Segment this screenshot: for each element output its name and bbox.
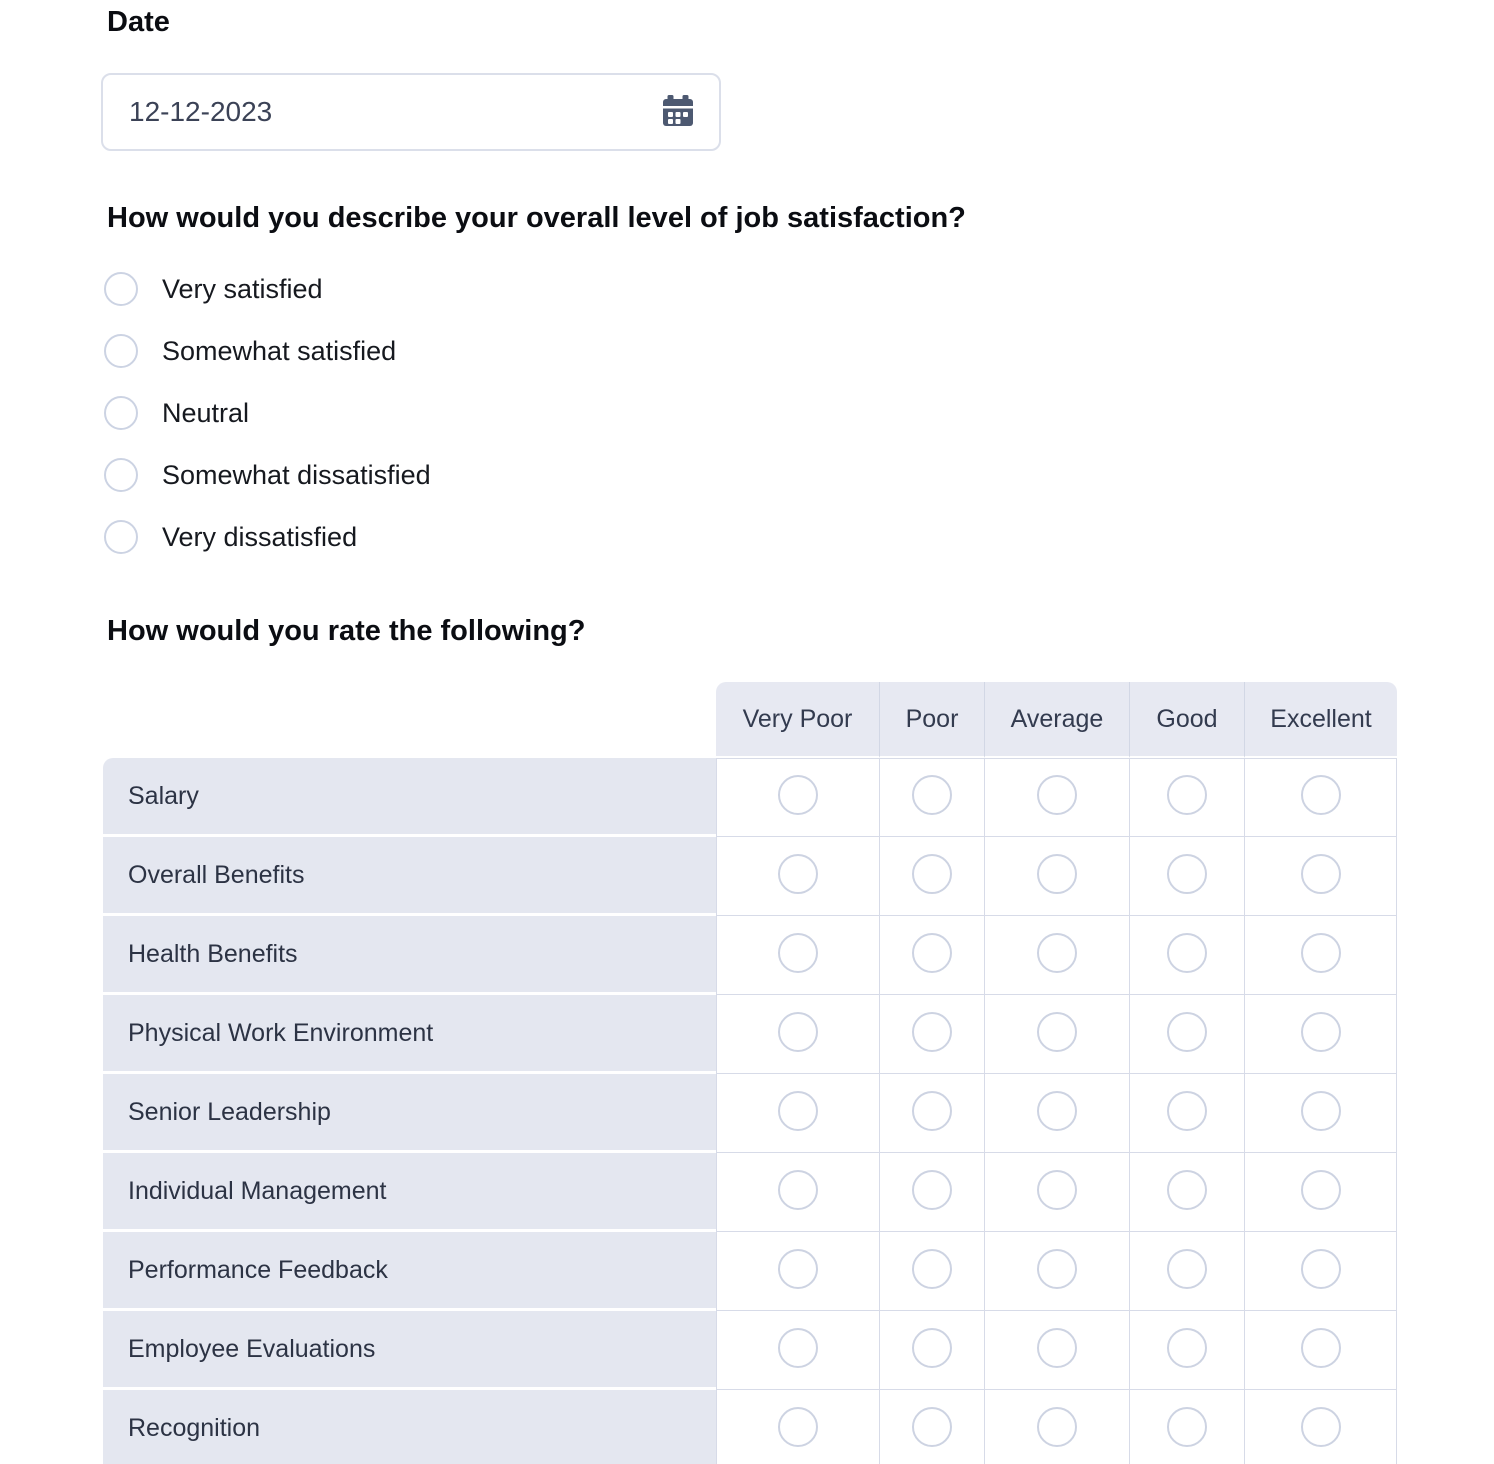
matrix-radio-cell[interactable]: [1245, 995, 1397, 1074]
radio-button[interactable]: [1167, 1249, 1207, 1289]
radio-button[interactable]: [1037, 1407, 1077, 1447]
date-input[interactable]: [101, 73, 721, 151]
matrix-radio-cell[interactable]: [1245, 1074, 1397, 1153]
radio-option-label: Very satisfied: [162, 273, 323, 304]
matrix-radio-cell[interactable]: [1130, 1232, 1245, 1311]
radio-button[interactable]: [778, 1249, 818, 1289]
column-header-excellent: Excellent: [1245, 682, 1397, 758]
radio-option-label: Somewhat dissatisfied: [162, 459, 431, 490]
matrix-radio-cell[interactable]: [1245, 916, 1397, 995]
matrix-radio-cell[interactable]: [1130, 1311, 1245, 1390]
matrix-radio-cell[interactable]: [880, 1311, 985, 1390]
radio-button[interactable]: [1037, 775, 1077, 815]
matrix-radio-cell[interactable]: [1245, 1311, 1397, 1390]
matrix-radio-cell[interactable]: [985, 1153, 1130, 1232]
matrix-radio-cell[interactable]: [1130, 1390, 1245, 1464]
row-label: Physical Work Environment: [103, 995, 716, 1074]
question-job-satisfaction: How would you describe your overall level of job satisfaction?: [107, 202, 966, 234]
radio-button[interactable]: [1037, 933, 1077, 973]
radio-button[interactable]: [104, 520, 138, 554]
column-header-good: Good: [1130, 682, 1245, 758]
calendar-button[interactable]: [659, 93, 697, 131]
radio-option-label: Very dissatisfied: [162, 521, 358, 552]
matrix-radio-cell[interactable]: [716, 1311, 880, 1390]
matrix-row-performance-feedback: [103, 1232, 1397, 1311]
matrix-radio-cell[interactable]: [880, 1153, 985, 1232]
radio-button[interactable]: [912, 1012, 952, 1052]
row-label: Senior Leadership: [103, 1074, 716, 1153]
matrix-header-row: [103, 682, 1397, 758]
job-satisfaction-options: [104, 271, 431, 555]
radio-option-somewhat-dissatisfied[interactable]: [104, 457, 431, 493]
radio-option-very-satisfied[interactable]: [104, 271, 431, 307]
radio-button[interactable]: [778, 1170, 818, 1210]
radio-button[interactable]: [104, 458, 138, 492]
matrix-radio-cell[interactable]: [985, 758, 1130, 837]
matrix-radio-cell[interactable]: [716, 758, 880, 837]
radio-option-label: Neutral: [162, 397, 250, 428]
question-rate-following: How would you rate the following?: [107, 615, 586, 647]
matrix-row-individual-management: [103, 1153, 1397, 1232]
matrix-radio-cell[interactable]: [985, 1232, 1130, 1311]
matrix-row-physical-work-environment: [103, 995, 1397, 1074]
radio-button[interactable]: [104, 334, 138, 368]
radio-button[interactable]: [778, 1012, 818, 1052]
radio-button[interactable]: [912, 1328, 952, 1368]
radio-option-label: Somewhat satisfied: [162, 335, 397, 366]
matrix-radio-cell[interactable]: [880, 916, 985, 995]
radio-button[interactable]: [1167, 933, 1207, 973]
matrix-row-salary: [103, 758, 1397, 837]
column-header-very-poor: Very Poor: [716, 682, 880, 758]
matrix-row-health-benefits: [103, 916, 1397, 995]
matrix-radio-cell[interactable]: [985, 995, 1130, 1074]
matrix-radio-cell[interactable]: [880, 1390, 985, 1464]
radio-button[interactable]: [1037, 1249, 1077, 1289]
radio-button[interactable]: [778, 933, 818, 973]
row-label: Individual Management: [103, 1153, 716, 1232]
radio-button[interactable]: [1037, 854, 1077, 894]
matrix-radio-cell[interactable]: [716, 916, 880, 995]
radio-button[interactable]: [1301, 1091, 1341, 1131]
radio-button[interactable]: [1167, 854, 1207, 894]
radio-button[interactable]: [104, 396, 138, 430]
radio-button[interactable]: [1167, 1012, 1207, 1052]
matrix-radio-cell[interactable]: [985, 1074, 1130, 1153]
rating-matrix: [103, 682, 1397, 1464]
radio-button[interactable]: [1167, 1170, 1207, 1210]
matrix-radio-cell[interactable]: [716, 995, 880, 1074]
radio-option-neutral[interactable]: [104, 395, 431, 431]
matrix-radio-cell[interactable]: [1130, 995, 1245, 1074]
radio-button[interactable]: [1037, 1170, 1077, 1210]
radio-button[interactable]: [778, 854, 818, 894]
radio-button[interactable]: [1167, 1407, 1207, 1447]
row-label: Overall Benefits: [103, 837, 716, 916]
matrix-radio-cell[interactable]: [880, 758, 985, 837]
matrix-radio-cell[interactable]: [716, 1074, 880, 1153]
row-label: Recognition: [103, 1390, 716, 1464]
matrix-row-employee-evaluations: [103, 1311, 1397, 1390]
column-header-poor: Poor: [880, 682, 985, 758]
matrix-radio-cell[interactable]: [985, 1311, 1130, 1390]
radio-button[interactable]: [778, 1407, 818, 1447]
radio-button[interactable]: [912, 933, 952, 973]
matrix-radio-cell[interactable]: [880, 837, 985, 916]
matrix-radio-cell[interactable]: [1130, 758, 1245, 837]
radio-button[interactable]: [104, 272, 138, 306]
matrix-row-overall-benefits: [103, 837, 1397, 916]
matrix-radio-cell[interactable]: [1130, 837, 1245, 916]
radio-button[interactable]: [912, 1091, 952, 1131]
radio-button[interactable]: [1301, 1249, 1341, 1289]
radio-button[interactable]: [1301, 1170, 1341, 1210]
matrix-row-recognition: [103, 1390, 1397, 1464]
matrix-radio-cell[interactable]: [1245, 837, 1397, 916]
matrix-radio-cell[interactable]: [1245, 1153, 1397, 1232]
radio-button[interactable]: [1301, 933, 1341, 973]
radio-button[interactable]: [1301, 1407, 1341, 1447]
radio-button[interactable]: [1037, 1091, 1077, 1131]
matrix-radio-cell[interactable]: [716, 1232, 880, 1311]
matrix-radio-cell[interactable]: [716, 837, 880, 916]
matrix-radio-cell[interactable]: [880, 995, 985, 1074]
matrix-row-senior-leadership: [103, 1074, 1397, 1153]
row-label: Employee Evaluations: [103, 1311, 716, 1390]
radio-button[interactable]: [1167, 775, 1207, 815]
radio-button[interactable]: [778, 775, 818, 815]
radio-option-somewhat-satisfied[interactable]: [104, 333, 431, 369]
radio-button[interactable]: [912, 1407, 952, 1447]
matrix-radio-cell[interactable]: [716, 1153, 880, 1232]
matrix-radio-cell[interactable]: [1130, 916, 1245, 995]
date-field-label: Date: [107, 6, 170, 38]
column-header-average: Average: [985, 682, 1130, 758]
radio-button[interactable]: [912, 854, 952, 894]
matrix-corner-cell: [103, 682, 716, 758]
radio-button[interactable]: [778, 1328, 818, 1368]
row-label: Health Benefits: [103, 916, 716, 995]
matrix-radio-cell[interactable]: [985, 1390, 1130, 1464]
radio-option-very-dissatisfied[interactable]: [104, 519, 431, 555]
radio-button[interactable]: [1301, 775, 1341, 815]
matrix-radio-cell[interactable]: [1245, 1390, 1397, 1464]
row-label: Performance Feedback: [103, 1232, 716, 1311]
matrix-radio-cell[interactable]: [1245, 1232, 1397, 1311]
radio-button[interactable]: [912, 1170, 952, 1210]
matrix-radio-cell[interactable]: [880, 1232, 985, 1311]
matrix-radio-cell[interactable]: [716, 1390, 880, 1464]
radio-button[interactable]: [912, 1249, 952, 1289]
radio-button[interactable]: [1167, 1091, 1207, 1131]
matrix-radio-cell[interactable]: [985, 916, 1130, 995]
radio-button[interactable]: [1167, 1328, 1207, 1368]
radio-button[interactable]: [1037, 1012, 1077, 1052]
matrix-radio-cell[interactable]: [880, 1074, 985, 1153]
matrix-radio-cell[interactable]: [1245, 758, 1397, 837]
radio-button[interactable]: [1301, 1012, 1341, 1052]
radio-button[interactable]: [1301, 1328, 1341, 1368]
calendar-icon: [660, 93, 696, 132]
matrix-radio-cell[interactable]: [1130, 1153, 1245, 1232]
date-value-input[interactable]: [129, 96, 659, 128]
radio-button[interactable]: [778, 1091, 818, 1131]
matrix-radio-cell[interactable]: [1130, 1074, 1245, 1153]
matrix-radio-cell[interactable]: [985, 837, 1130, 916]
radio-button[interactable]: [912, 775, 952, 815]
row-label: Salary: [103, 758, 716, 837]
radio-button[interactable]: [1301, 854, 1341, 894]
radio-button[interactable]: [1037, 1328, 1077, 1368]
